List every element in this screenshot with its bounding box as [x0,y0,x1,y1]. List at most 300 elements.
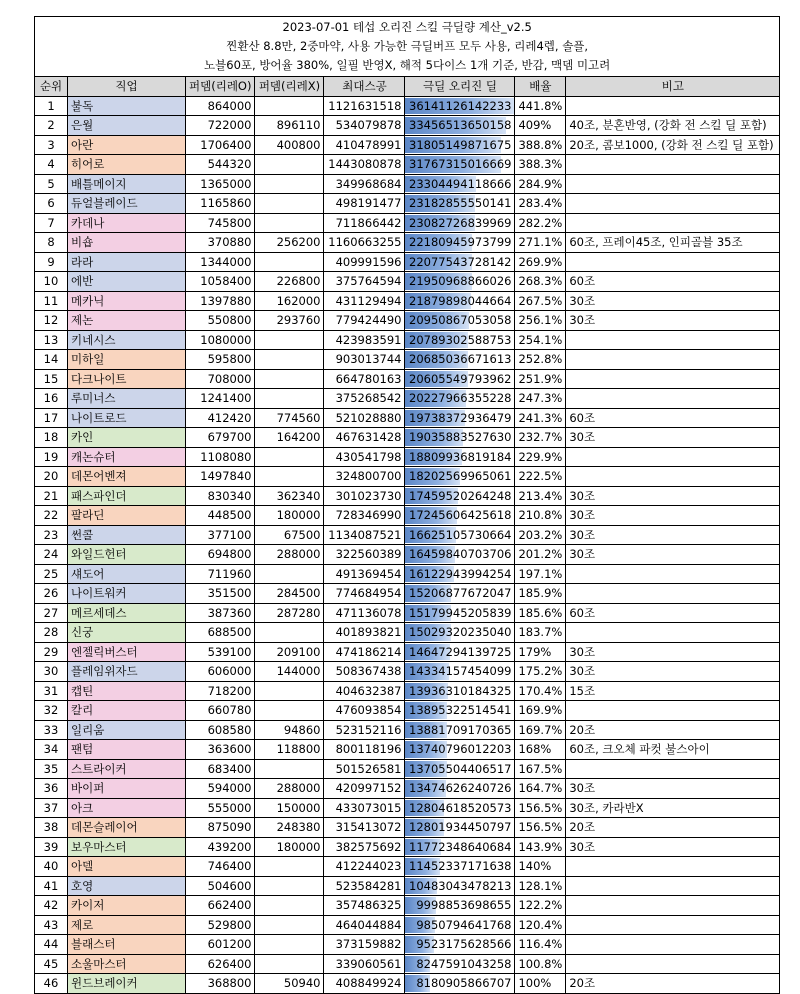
max-stat-attack-cell[interactable]: 349968684 [324,174,405,194]
job-cell[interactable]: 다크나이트 [68,369,186,389]
note-cell[interactable] [566,389,780,409]
note-cell[interactable] [566,252,780,272]
job-cell[interactable]: 아델 [68,857,186,877]
origin-damage-cell[interactable] [405,545,515,565]
job-cell[interactable]: 엔젤릭버스터 [68,642,186,662]
origin-damage-cell[interactable] [405,642,515,662]
pdmg-with-relay-cell[interactable]: 529800 [186,915,255,935]
ratio-cell[interactable]: 140% [515,857,566,877]
pdmg-without-relay-cell[interactable] [255,447,324,467]
rank-cell[interactable]: 22 [35,506,68,526]
origin-damage-cell[interactable] [405,116,515,136]
origin-damage-cell[interactable] [405,194,515,214]
job-cell[interactable]: 일리움 [68,720,186,740]
pdmg-with-relay-cell[interactable]: 864000 [186,96,255,116]
rank-cell[interactable]: 25 [35,564,68,584]
job-cell[interactable]: 플레임위자드 [68,662,186,682]
max-stat-attack-cell[interactable]: 774684954 [324,584,405,604]
job-cell[interactable]: 카이저 [68,896,186,916]
pdmg-without-relay-cell[interactable]: 400800 [255,135,324,155]
note-cell[interactable] [566,915,780,935]
note-cell[interactable]: 40조, 분혼반영, (강화 전 스킬 딜 포함) [566,116,780,136]
note-cell[interactable]: 30조 [566,428,780,448]
origin-damage-cell[interactable] [405,135,515,155]
ratio-cell[interactable]: 283.4% [515,194,566,214]
note-cell[interactable] [566,564,780,584]
pdmg-without-relay-cell[interactable] [255,369,324,389]
pdmg-without-relay-cell[interactable]: 180000 [255,837,324,857]
rank-cell[interactable]: 40 [35,857,68,877]
ratio-cell[interactable]: 185.9% [515,584,566,604]
job-cell[interactable]: 블래스터 [68,935,186,955]
job-cell[interactable]: 소울마스터 [68,954,186,974]
pdmg-with-relay-cell[interactable]: 1344000 [186,252,255,272]
rank-cell[interactable]: 9 [35,252,68,272]
rank-cell[interactable]: 32 [35,701,68,721]
pdmg-without-relay-cell[interactable] [255,467,324,487]
pdmg-without-relay-cell[interactable]: 67500 [255,525,324,545]
pdmg-without-relay-cell[interactable]: 164200 [255,428,324,448]
max-stat-attack-cell[interactable]: 423983591 [324,330,405,350]
origin-damage-cell[interactable] [405,389,515,409]
max-stat-attack-cell[interactable]: 339060561 [324,954,405,974]
origin-damage-cell[interactable] [405,291,515,311]
ratio-cell[interactable]: 409% [515,116,566,136]
job-cell[interactable]: 데몬슬레이어 [68,818,186,838]
job-cell[interactable]: 데몬어벤져 [68,467,186,487]
max-stat-attack-cell[interactable]: 1160663255 [324,233,405,253]
pdmg-with-relay-cell[interactable]: 539100 [186,642,255,662]
job-cell[interactable]: 나이트워커 [68,584,186,604]
note-cell[interactable] [566,330,780,350]
max-stat-attack-cell[interactable]: 800118196 [324,740,405,760]
rank-cell[interactable]: 46 [35,974,68,994]
ratio-cell[interactable]: 282.2% [515,213,566,233]
pdmg-without-relay-cell[interactable]: 209100 [255,642,324,662]
note-cell[interactable] [566,155,780,175]
header-pdmg-with-relay[interactable]: 퍼뎀(리레O) [186,77,255,97]
pdmg-with-relay-cell[interactable]: 718200 [186,681,255,701]
ratio-cell[interactable]: 183.7% [515,623,566,643]
max-stat-attack-cell[interactable]: 315413072 [324,818,405,838]
rank-cell[interactable]: 17 [35,408,68,428]
note-cell[interactable]: 30조 [566,837,780,857]
pdmg-with-relay-cell[interactable]: 1080000 [186,330,255,350]
rank-cell[interactable]: 5 [35,174,68,194]
rank-cell[interactable]: 39 [35,837,68,857]
note-cell[interactable] [566,876,780,896]
origin-damage-cell[interactable] [405,447,515,467]
pdmg-without-relay-cell[interactable] [255,194,324,214]
pdmg-with-relay-cell[interactable]: 708000 [186,369,255,389]
origin-damage-cell[interactable] [405,837,515,857]
rank-cell[interactable]: 37 [35,798,68,818]
pdmg-with-relay-cell[interactable]: 662400 [186,896,255,916]
header-max-stat-attack[interactable]: 최대스공 [324,77,405,97]
pdmg-with-relay-cell[interactable]: 1397880 [186,291,255,311]
note-cell[interactable]: 30조, 카라반X [566,798,780,818]
note-cell[interactable]: 60조, 프레이45조, 인피골블 35조 [566,233,780,253]
header-rank[interactable]: 순위 [35,77,68,97]
max-stat-attack-cell[interactable]: 1121631518 [324,96,405,116]
rank-cell[interactable]: 27 [35,603,68,623]
pdmg-without-relay-cell[interactable] [255,330,324,350]
origin-damage-cell[interactable] [405,681,515,701]
job-cell[interactable]: 신궁 [68,623,186,643]
ratio-cell[interactable]: 441.8% [515,96,566,116]
job-cell[interactable]: 히어로 [68,155,186,175]
note-cell[interactable] [566,96,780,116]
pdmg-without-relay-cell[interactable]: 50940 [255,974,324,994]
origin-damage-cell[interactable] [405,720,515,740]
pdmg-without-relay-cell[interactable]: 144000 [255,662,324,682]
job-cell[interactable]: 패스파인더 [68,486,186,506]
note-cell[interactable]: 30조 [566,545,780,565]
origin-damage-cell[interactable] [405,584,515,604]
pdmg-with-relay-cell[interactable]: 679700 [186,428,255,448]
max-stat-attack-cell[interactable]: 523584281 [324,876,405,896]
pdmg-with-relay-cell[interactable]: 694800 [186,545,255,565]
job-cell[interactable]: 제논 [68,311,186,331]
max-stat-attack-cell[interactable]: 498191477 [324,194,405,214]
origin-damage-cell[interactable] [405,857,515,877]
ratio-cell[interactable]: 388.3% [515,155,566,175]
ratio-cell[interactable]: 100% [515,974,566,994]
rank-cell[interactable]: 30 [35,662,68,682]
rank-cell[interactable]: 38 [35,818,68,838]
header-ratio[interactable]: 배율 [515,77,566,97]
max-stat-attack-cell[interactable]: 711866442 [324,213,405,233]
ratio-cell[interactable]: 210.8% [515,506,566,526]
origin-damage-cell[interactable] [405,603,515,623]
job-cell[interactable]: 팔라딘 [68,506,186,526]
pdmg-with-relay-cell[interactable]: 550800 [186,311,255,331]
pdmg-without-relay-cell[interactable] [255,350,324,370]
rank-cell[interactable]: 19 [35,447,68,467]
note-cell[interactable]: 30조 [566,662,780,682]
origin-damage-cell[interactable] [405,623,515,643]
max-stat-attack-cell[interactable]: 373159882 [324,935,405,955]
origin-damage-cell[interactable] [405,213,515,233]
pdmg-without-relay-cell[interactable] [255,155,324,175]
ratio-cell[interactable]: 254.1% [515,330,566,350]
max-stat-attack-cell[interactable]: 664780163 [324,369,405,389]
pdmg-without-relay-cell[interactable]: 226800 [255,272,324,292]
max-stat-attack-cell[interactable]: 501526581 [324,759,405,779]
rank-cell[interactable]: 6 [35,194,68,214]
pdmg-with-relay-cell[interactable]: 683400 [186,759,255,779]
note-cell[interactable]: 30조 [566,486,780,506]
rank-cell[interactable]: 4 [35,155,68,175]
pdmg-without-relay-cell[interactable]: 162000 [255,291,324,311]
max-stat-attack-cell[interactable]: 412244023 [324,857,405,877]
job-cell[interactable]: 메르세데스 [68,603,186,623]
max-stat-attack-cell[interactable]: 382575692 [324,837,405,857]
max-stat-attack-cell[interactable]: 431129494 [324,291,405,311]
pdmg-without-relay-cell[interactable]: 94860 [255,720,324,740]
pdmg-without-relay-cell[interactable]: 774560 [255,408,324,428]
max-stat-attack-cell[interactable]: 322560389 [324,545,405,565]
pdmg-with-relay-cell[interactable]: 1241400 [186,389,255,409]
ratio-cell[interactable]: 120.4% [515,915,566,935]
job-cell[interactable]: 호영 [68,876,186,896]
ratio-cell[interactable]: 128.1% [515,876,566,896]
ratio-cell[interactable]: 167.5% [515,759,566,779]
job-cell[interactable]: 스트라이커 [68,759,186,779]
pdmg-without-relay-cell[interactable] [255,915,324,935]
pdmg-with-relay-cell[interactable]: 1108080 [186,447,255,467]
note-cell[interactable] [566,701,780,721]
pdmg-without-relay-cell[interactable] [255,623,324,643]
note-cell[interactable]: 30조 [566,525,780,545]
pdmg-without-relay-cell[interactable] [255,954,324,974]
job-cell[interactable]: 듀얼블레이드 [68,194,186,214]
pdmg-without-relay-cell[interactable]: 288000 [255,779,324,799]
max-stat-attack-cell[interactable]: 728346990 [324,506,405,526]
rank-cell[interactable]: 2 [35,116,68,136]
note-cell[interactable] [566,584,780,604]
note-cell[interactable] [566,447,780,467]
max-stat-attack-cell[interactable]: 375764594 [324,272,405,292]
rank-cell[interactable]: 10 [35,272,68,292]
job-cell[interactable]: 배틀메이지 [68,174,186,194]
pdmg-with-relay-cell[interactable]: 368800 [186,974,255,994]
pdmg-with-relay-cell[interactable]: 1706400 [186,135,255,155]
job-cell[interactable]: 에반 [68,272,186,292]
origin-damage-cell[interactable] [405,467,515,487]
rank-cell[interactable]: 20 [35,467,68,487]
pdmg-with-relay-cell[interactable]: 412420 [186,408,255,428]
rank-cell[interactable]: 12 [35,311,68,331]
pdmg-with-relay-cell[interactable]: 555000 [186,798,255,818]
max-stat-attack-cell[interactable]: 491369454 [324,564,405,584]
note-cell[interactable] [566,369,780,389]
note-cell[interactable]: 30조 [566,311,780,331]
pdmg-with-relay-cell[interactable]: 377100 [186,525,255,545]
pdmg-without-relay-cell[interactable] [255,389,324,409]
max-stat-attack-cell[interactable]: 464044884 [324,915,405,935]
job-cell[interactable]: 캡틴 [68,681,186,701]
header-job[interactable]: 직업 [68,77,186,97]
max-stat-attack-cell[interactable]: 401893821 [324,623,405,643]
pdmg-with-relay-cell[interactable]: 1497840 [186,467,255,487]
ratio-cell[interactable]: 284.9% [515,174,566,194]
pdmg-with-relay-cell[interactable]: 595800 [186,350,255,370]
rank-cell[interactable]: 18 [35,428,68,448]
job-cell[interactable]: 루미너스 [68,389,186,409]
note-cell[interactable]: 20조 [566,720,780,740]
pdmg-with-relay-cell[interactable]: 351500 [186,584,255,604]
origin-damage-cell[interactable] [405,155,515,175]
ratio-cell[interactable]: 203.2% [515,525,566,545]
rank-cell[interactable]: 13 [35,330,68,350]
job-cell[interactable]: 불독 [68,96,186,116]
pdmg-without-relay-cell[interactable]: 288000 [255,545,324,565]
pdmg-with-relay-cell[interactable]: 608580 [186,720,255,740]
pdmg-with-relay-cell[interactable]: 660780 [186,701,255,721]
origin-damage-cell[interactable] [405,506,515,526]
pdmg-with-relay-cell[interactable]: 439200 [186,837,255,857]
origin-damage-cell[interactable] [405,174,515,194]
pdmg-with-relay-cell[interactable]: 722000 [186,116,255,136]
ratio-cell[interactable]: 197.1% [515,564,566,584]
note-cell[interactable] [566,213,780,233]
ratio-cell[interactable]: 156.5% [515,818,566,838]
rank-cell[interactable]: 15 [35,369,68,389]
origin-damage-cell[interactable] [405,525,515,545]
ratio-cell[interactable]: 213.4% [515,486,566,506]
max-stat-attack-cell[interactable]: 508367438 [324,662,405,682]
pdmg-without-relay-cell[interactable]: 180000 [255,506,324,526]
origin-damage-cell[interactable] [405,935,515,955]
header-notes[interactable]: 비고 [566,77,780,97]
ratio-cell[interactable]: 251.9% [515,369,566,389]
max-stat-attack-cell[interactable]: 471136078 [324,603,405,623]
pdmg-without-relay-cell[interactable] [255,759,324,779]
pdmg-with-relay-cell[interactable]: 544320 [186,155,255,175]
max-stat-attack-cell[interactable]: 1443080878 [324,155,405,175]
job-cell[interactable]: 캐논슈터 [68,447,186,467]
origin-damage-cell[interactable] [405,564,515,584]
max-stat-attack-cell[interactable]: 474186214 [324,642,405,662]
job-cell[interactable]: 팬텀 [68,740,186,760]
pdmg-with-relay-cell[interactable]: 606000 [186,662,255,682]
pdmg-without-relay-cell[interactable] [255,935,324,955]
ratio-cell[interactable]: 164.7% [515,779,566,799]
pdmg-without-relay-cell[interactable] [255,896,324,916]
pdmg-with-relay-cell[interactable]: 601200 [186,935,255,955]
origin-damage-cell[interactable] [405,896,515,916]
origin-damage-cell[interactable] [405,818,515,838]
ratio-cell[interactable]: 170.4% [515,681,566,701]
pdmg-without-relay-cell[interactable]: 287280 [255,603,324,623]
ratio-cell[interactable]: 143.9% [515,837,566,857]
header-pdmg-without-relay[interactable]: 퍼뎀(리레X) [255,77,324,97]
max-stat-attack-cell[interactable]: 521028880 [324,408,405,428]
rank-cell[interactable]: 29 [35,642,68,662]
ratio-cell[interactable]: 156.5% [515,798,566,818]
rank-cell[interactable]: 23 [35,525,68,545]
max-stat-attack-cell[interactable]: 375268542 [324,389,405,409]
ratio-cell[interactable]: 388.8% [515,135,566,155]
origin-damage-cell[interactable] [405,428,515,448]
job-cell[interactable]: 와일드헌터 [68,545,186,565]
pdmg-without-relay-cell[interactable] [255,701,324,721]
note-cell[interactable] [566,759,780,779]
rank-cell[interactable]: 36 [35,779,68,799]
note-cell[interactable]: 60조 [566,408,780,428]
ratio-cell[interactable]: 168% [515,740,566,760]
rank-cell[interactable]: 8 [35,233,68,253]
note-cell[interactable]: 60조 [566,272,780,292]
rank-cell[interactable]: 1 [35,96,68,116]
max-stat-attack-cell[interactable]: 433073015 [324,798,405,818]
max-stat-attack-cell[interactable]: 404632387 [324,681,405,701]
ratio-cell[interactable]: 269.9% [515,252,566,272]
max-stat-attack-cell[interactable]: 534079878 [324,116,405,136]
pdmg-without-relay-cell[interactable]: 896110 [255,116,324,136]
job-cell[interactable]: 아란 [68,135,186,155]
rank-cell[interactable]: 44 [35,935,68,955]
job-cell[interactable]: 카데나 [68,213,186,233]
origin-damage-cell[interactable] [405,954,515,974]
note-cell[interactable]: 20조, 콤보1000, (강화 전 스킬 딜 포함) [566,135,780,155]
job-cell[interactable]: 아크 [68,798,186,818]
max-stat-attack-cell[interactable]: 409991596 [324,252,405,272]
origin-damage-cell[interactable] [405,96,515,116]
origin-damage-cell[interactable] [405,350,515,370]
ratio-cell[interactable]: 100.8% [515,954,566,974]
pdmg-without-relay-cell[interactable]: 293760 [255,311,324,331]
pdmg-with-relay-cell[interactable]: 594000 [186,779,255,799]
origin-damage-cell[interactable] [405,486,515,506]
max-stat-attack-cell[interactable]: 903013744 [324,350,405,370]
pdmg-without-relay-cell[interactable] [255,174,324,194]
note-cell[interactable] [566,350,780,370]
pdmg-with-relay-cell[interactable]: 448500 [186,506,255,526]
rank-cell[interactable]: 16 [35,389,68,409]
pdmg-without-relay-cell[interactable] [255,857,324,877]
job-cell[interactable]: 메카닉 [68,291,186,311]
pdmg-with-relay-cell[interactable]: 1058400 [186,272,255,292]
pdmg-without-relay-cell[interactable]: 118800 [255,740,324,760]
pdmg-with-relay-cell[interactable]: 363600 [186,740,255,760]
job-cell[interactable]: 은월 [68,116,186,136]
ratio-cell[interactable]: 241.3% [515,408,566,428]
ratio-cell[interactable]: 122.2% [515,896,566,916]
note-cell[interactable]: 60조, 크오체 파컷 불스아이 [566,740,780,760]
origin-damage-cell[interactable] [405,408,515,428]
origin-damage-cell[interactable] [405,798,515,818]
note-cell[interactable]: 30조 [566,291,780,311]
rank-cell[interactable]: 14 [35,350,68,370]
rank-cell[interactable]: 21 [35,486,68,506]
job-cell[interactable]: 키네시스 [68,330,186,350]
ratio-cell[interactable]: 267.5% [515,291,566,311]
max-stat-attack-cell[interactable]: 408849924 [324,974,405,994]
pdmg-with-relay-cell[interactable]: 1365000 [186,174,255,194]
pdmg-without-relay-cell[interactable]: 284500 [255,584,324,604]
ratio-cell[interactable]: 169.7% [515,720,566,740]
max-stat-attack-cell[interactable]: 301023730 [324,486,405,506]
pdmg-without-relay-cell[interactable]: 248380 [255,818,324,838]
rank-cell[interactable]: 24 [35,545,68,565]
origin-damage-cell[interactable] [405,759,515,779]
origin-damage-cell[interactable] [405,876,515,896]
ratio-cell[interactable]: 169.9% [515,701,566,721]
max-stat-attack-cell[interactable]: 324800700 [324,467,405,487]
note-cell[interactable] [566,194,780,214]
max-stat-attack-cell[interactable]: 1134087521 [324,525,405,545]
origin-damage-cell[interactable] [405,701,515,721]
note-cell[interactable]: 20조 [566,974,780,994]
pdmg-with-relay-cell[interactable]: 745800 [186,213,255,233]
origin-damage-cell[interactable] [405,311,515,331]
ratio-cell[interactable]: 201.2% [515,545,566,565]
pdmg-with-relay-cell[interactable]: 746400 [186,857,255,877]
pdmg-without-relay-cell[interactable]: 256200 [255,233,324,253]
note-cell[interactable]: 15조 [566,681,780,701]
job-cell[interactable]: 미하일 [68,350,186,370]
ratio-cell[interactable]: 229.9% [515,447,566,467]
origin-damage-cell[interactable] [405,974,515,994]
note-cell[interactable] [566,174,780,194]
max-stat-attack-cell[interactable]: 467631428 [324,428,405,448]
pdmg-without-relay-cell[interactable] [255,564,324,584]
job-cell[interactable]: 라라 [68,252,186,272]
ratio-cell[interactable]: 268.3% [515,272,566,292]
origin-damage-cell[interactable] [405,369,515,389]
